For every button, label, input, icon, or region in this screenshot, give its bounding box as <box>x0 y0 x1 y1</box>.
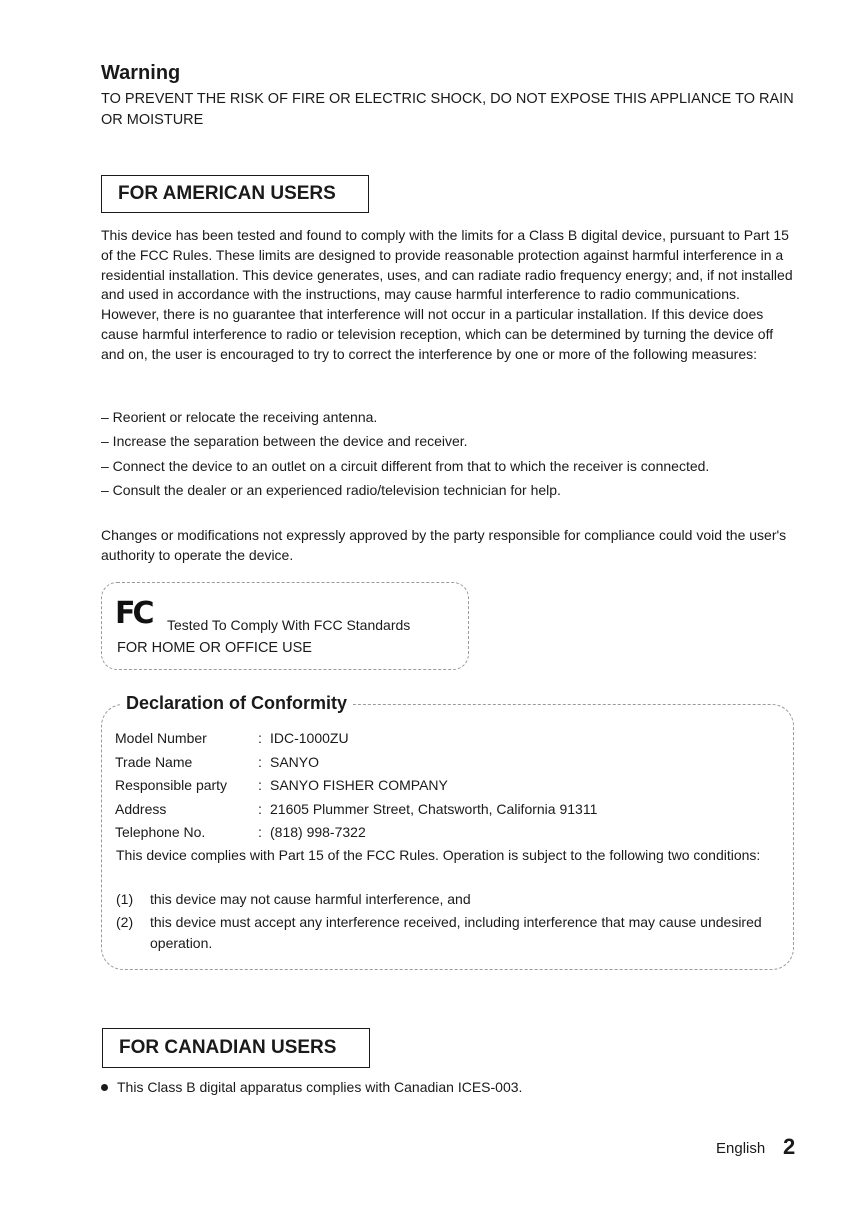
warning-title: Warning <box>101 62 181 84</box>
row-separator: : <box>258 753 262 770</box>
footer-language: English <box>716 1140 766 1157</box>
row-label: Responsible party <box>115 777 228 794</box>
row-separator: : <box>258 730 262 746</box>
condition-number: (2) <box>116 914 134 930</box>
row-label: Model Number <box>115 730 207 746</box>
list-item: – Connect the device to an outlet on a circuit different from that to which the receiver is connected. <box>101 457 710 474</box>
bullet-icon <box>101 1084 108 1091</box>
row-separator: : <box>258 824 262 841</box>
complies-paragraph: This device complies with Part 15 of the FCC Rules. Operation is subject to the following two conditions: <box>116 847 761 863</box>
table-row <box>115 727 597 751</box>
declaration-title: Declaration of Conformity <box>120 693 353 714</box>
list-item: – Increase the separation between the device and receiver. <box>101 433 468 450</box>
page-number: 2 <box>783 1134 796 1159</box>
table-row <box>115 774 597 798</box>
row-value: IDC-1000ZU <box>270 730 349 746</box>
declaration-table <box>115 727 597 845</box>
fcc-home-office-text: FOR HOME OR OFFICE USE <box>117 640 312 656</box>
list-item: – Reorient or relocate the receiving antenna. <box>101 409 378 425</box>
row-separator: : <box>258 777 262 794</box>
measures-list <box>101 405 801 503</box>
row-separator: : <box>258 800 262 817</box>
table-row <box>115 751 597 775</box>
table-row <box>115 798 597 822</box>
row-value: SANYO FISHER COMPANY <box>270 777 448 794</box>
row-value: SANYO <box>270 753 320 770</box>
canadian-users-heading: FOR CANADIAN USERS <box>102 1028 370 1068</box>
warning-text: TO PREVENT THE RISK OF FIRE OR ELECTRIC SHOCK, DO NOT EXPOSE THIS APPLIANCE TO RAIN OR MOISTURE <box>101 91 794 128</box>
row-label: Address <box>115 800 167 817</box>
row-value: 21605 Plummer Street, Chatsworth, California 91311 <box>270 800 598 817</box>
changes-paragraph: Changes or modifications not expressly approved by the party responsible for compliance could void the user's authority to operate the device. <box>101 527 787 563</box>
fcc-statement-paragraph: This device has been tested and found to comply with the limits for a Class B digital device, pursuant to Part 15 of the FCC Rules. These limits are designed to provide reasonable protection against harmful interference in a residential installation. This device generates, uses, and can radiate radio frequency energy; and, if not installed and used in accordance with the instructions, may cause harmful interference to radio communications. However, there is no guarantee that interference will not occur in a particular installation. If this device does cause harmful interference to radio or television reception, which can be determined by turning the device off and on, the user is encouraged to try to correct the interference by one or more of the following measures: <box>101 227 793 362</box>
condition-item <box>116 889 781 910</box>
row-label: Telephone No. <box>115 824 206 841</box>
row-value: (818) 998-7322 <box>270 824 366 841</box>
list-item: – Consult the dealer or an experienced radio/television technician for help. <box>101 482 561 499</box>
canadian-bullet-text: This Class B digital apparatus complies with Canadian ICES-003. <box>117 1079 523 1095</box>
condition-number: (1) <box>116 891 134 907</box>
fcc-logo-icon: FC <box>115 596 152 631</box>
condition-item <box>116 912 781 954</box>
row-label: Trade Name <box>115 753 193 770</box>
condition-text: this device may not cause harmful interference, and <box>150 891 471 907</box>
canadian-bullet <box>101 1079 522 1095</box>
condition-text: this device must accept any interference received, including interference that may cause undesired operation. <box>150 914 762 951</box>
fcc-tested-text: Tested To Comply With FCC Standards <box>167 617 411 633</box>
american-users-heading: FOR AMERICAN USERS <box>101 175 369 213</box>
table-row <box>115 821 597 845</box>
